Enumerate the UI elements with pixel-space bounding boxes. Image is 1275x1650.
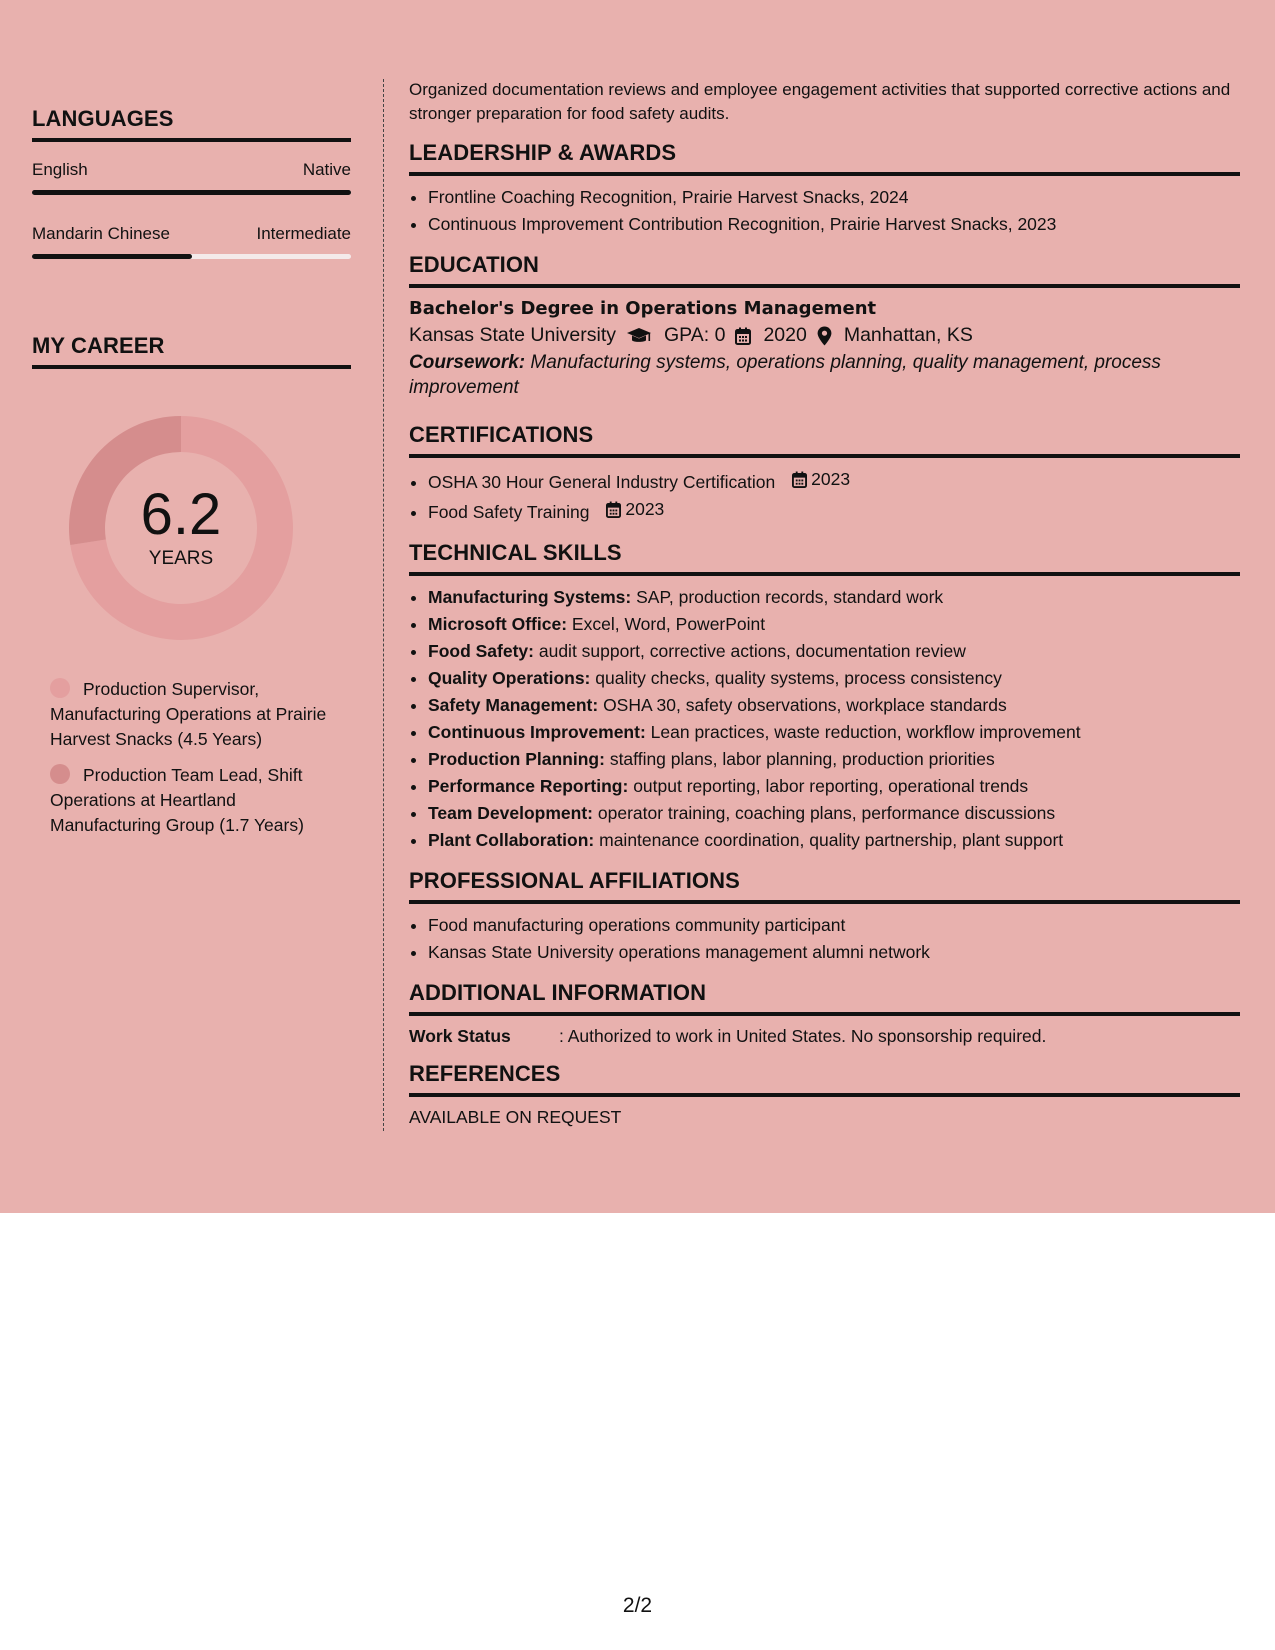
skill-label: Safety Management:: [428, 695, 599, 715]
career-legend-item: [50, 677, 351, 752]
skill-item: [428, 584, 1240, 611]
certification-year: 2023: [625, 499, 665, 519]
work-status-label: Work Status: [409, 1026, 511, 1046]
skill-label: Food Safety:: [428, 641, 534, 661]
skill-value: Lean practices, waste reduction, workflow improvement: [650, 722, 1081, 742]
certification-name: Food Safety Training: [428, 502, 590, 522]
languages-title: LANGUAGES: [32, 106, 351, 142]
additional-info-title: ADDITIONAL INFORMATION: [409, 980, 1240, 1016]
calendar-icon: [735, 327, 751, 345]
language-proficiency-fill: [32, 190, 351, 195]
list-item: [428, 466, 1240, 496]
skill-item: [428, 827, 1240, 854]
references-title: REFERENCES: [409, 1061, 1240, 1097]
skill-value: staffing plans, labor planning, production priorities: [609, 749, 995, 769]
career-section: [32, 333, 351, 838]
leadership-title: LEADERSHIP & AWARDS: [409, 140, 1240, 176]
work-status-row: [409, 1026, 1240, 1047]
technical-skills-section: [409, 540, 1240, 854]
sidebar: [32, 70, 351, 849]
list-item: • Frontline Coaching Recognition, Prairie Harvest Snacks, 2024: [428, 184, 1240, 211]
list-item: [428, 496, 1240, 526]
education-title: EDUCATION: [409, 252, 1240, 288]
education-meta: [409, 324, 1240, 347]
skill-item: [428, 692, 1240, 719]
skill-label: Team Development:: [428, 803, 593, 823]
certification-name: OSHA 30 Hour General Industry Certification: [428, 472, 776, 492]
skills-list: [409, 584, 1240, 854]
skill-item: [428, 665, 1240, 692]
list-item: • Kansas State University operations management alumni network: [428, 939, 1240, 966]
skill-label: Production Planning:: [428, 749, 605, 769]
skill-value: OSHA 30, safety observations, workplace standards: [603, 695, 1007, 715]
skill-label: Manufacturing Systems:: [428, 587, 632, 607]
language-name: Mandarin Chinese: [32, 224, 170, 243]
main-column: [409, 78, 1240, 1128]
coursework-text: Manufacturing systems, operations planning, quality management, process improvement: [409, 352, 1161, 398]
education-section: [409, 252, 1240, 400]
graduation-cap-icon: [626, 327, 652, 345]
location-pin-icon: [817, 326, 832, 346]
skill-label: Plant Collaboration:: [428, 830, 595, 850]
career-role-label: Production Team Lead, Shift Operations at Heartland Manufacturing Group (1.7 Years): [50, 765, 304, 835]
career-legend-item: [50, 763, 351, 838]
affiliations-title: PROFESSIONAL AFFILIATIONS: [409, 868, 1240, 904]
career-legend: [32, 677, 351, 838]
coursework: [409, 350, 1240, 400]
skill-item: [428, 611, 1240, 638]
work-status-value: : Authorized to work in United States. No sponsorship required.: [559, 1026, 1047, 1046]
languages-section: [32, 106, 351, 259]
skill-value: quality checks, quality systems, process consistency: [595, 668, 1002, 688]
skill-item: [428, 746, 1240, 773]
skill-value: maintenance coordination, quality partnership, plant support: [599, 830, 1064, 850]
career-total-unit: YEARS: [148, 548, 214, 569]
language-level: Native: [302, 160, 351, 179]
leadership-section: [409, 140, 1240, 238]
skill-label: Microsoft Office:: [428, 614, 568, 634]
language-proficiency-bar: [32, 254, 351, 259]
language-name: English: [32, 160, 88, 179]
career-role-label: Production Supervisor, Manufacturing Operations at Prairie Harvest Snacks (4.5 Years): [50, 679, 327, 749]
skill-label: Performance Reporting:: [428, 776, 629, 796]
language-item: [32, 224, 351, 259]
skill-value: SAP, production records, standard work: [636, 587, 944, 607]
column-divider: [383, 79, 384, 1131]
skill-item: [428, 719, 1240, 746]
certification-year: 2023: [811, 469, 851, 489]
list-item: • Continuous Improvement Contribution Recognition, Prairie Harvest Snacks, 2023: [428, 211, 1240, 238]
skill-item: [428, 638, 1240, 665]
certifications-title: CERTIFICATIONS: [409, 422, 1240, 458]
affiliations-list: [409, 912, 1240, 966]
degree-name: Bachelor's Degree in Operations Management: [409, 298, 877, 319]
skill-value: audit support, corrective actions, documentation review: [538, 641, 966, 661]
career-total-value: 6.2: [140, 482, 222, 547]
donut-center: [66, 413, 296, 643]
graduation-year: 2020: [763, 324, 807, 346]
skill-label: Continuous Improvement:: [428, 722, 646, 742]
career-title: MY CAREER: [32, 333, 351, 369]
calendar-icon: [792, 471, 807, 488]
language-proficiency-bar: [32, 190, 351, 195]
school-location: Manhattan, KS: [843, 324, 973, 346]
legend-dot-icon: [50, 764, 70, 784]
skill-value: Excel, Word, PowerPoint: [571, 614, 766, 634]
page-number: 2/2: [622, 1594, 653, 1617]
gpa-value: GPA: 0: [664, 324, 726, 346]
legend-dot-icon: [50, 678, 70, 698]
career-donut-chart: [66, 413, 296, 643]
technical-skills-title: TECHNICAL SKILLS: [409, 540, 1240, 576]
language-item: [32, 160, 351, 195]
skill-value: operator training, coaching plans, performance discussions: [597, 803, 1056, 823]
skill-item: [428, 773, 1240, 800]
additional-info-section: [409, 980, 1240, 1047]
references-section: [409, 1061, 1240, 1128]
references-text: AVAILABLE ON REQUEST: [409, 1107, 622, 1127]
skill-label: Quality Operations:: [428, 668, 591, 688]
certifications-section: [409, 422, 1240, 526]
language-proficiency-fill: [32, 254, 192, 259]
leadership-list: [409, 184, 1240, 238]
skill-item: [428, 800, 1240, 827]
coursework-label: Coursework:: [409, 352, 526, 373]
list-item: • Food manufacturing operations community participant: [428, 912, 1240, 939]
language-level: Intermediate: [256, 224, 351, 243]
affiliations-section: [409, 868, 1240, 966]
experience-continuation-text: Organized documentation reviews and employee engagement activities that supported corrective actions and stronger preparation for food safety audits.: [409, 80, 1231, 123]
school-name: Kansas State University: [409, 324, 617, 346]
calendar-icon: [606, 501, 621, 518]
certifications-list: [409, 466, 1240, 526]
skill-value: output reporting, labor reporting, operational trends: [633, 776, 1029, 796]
